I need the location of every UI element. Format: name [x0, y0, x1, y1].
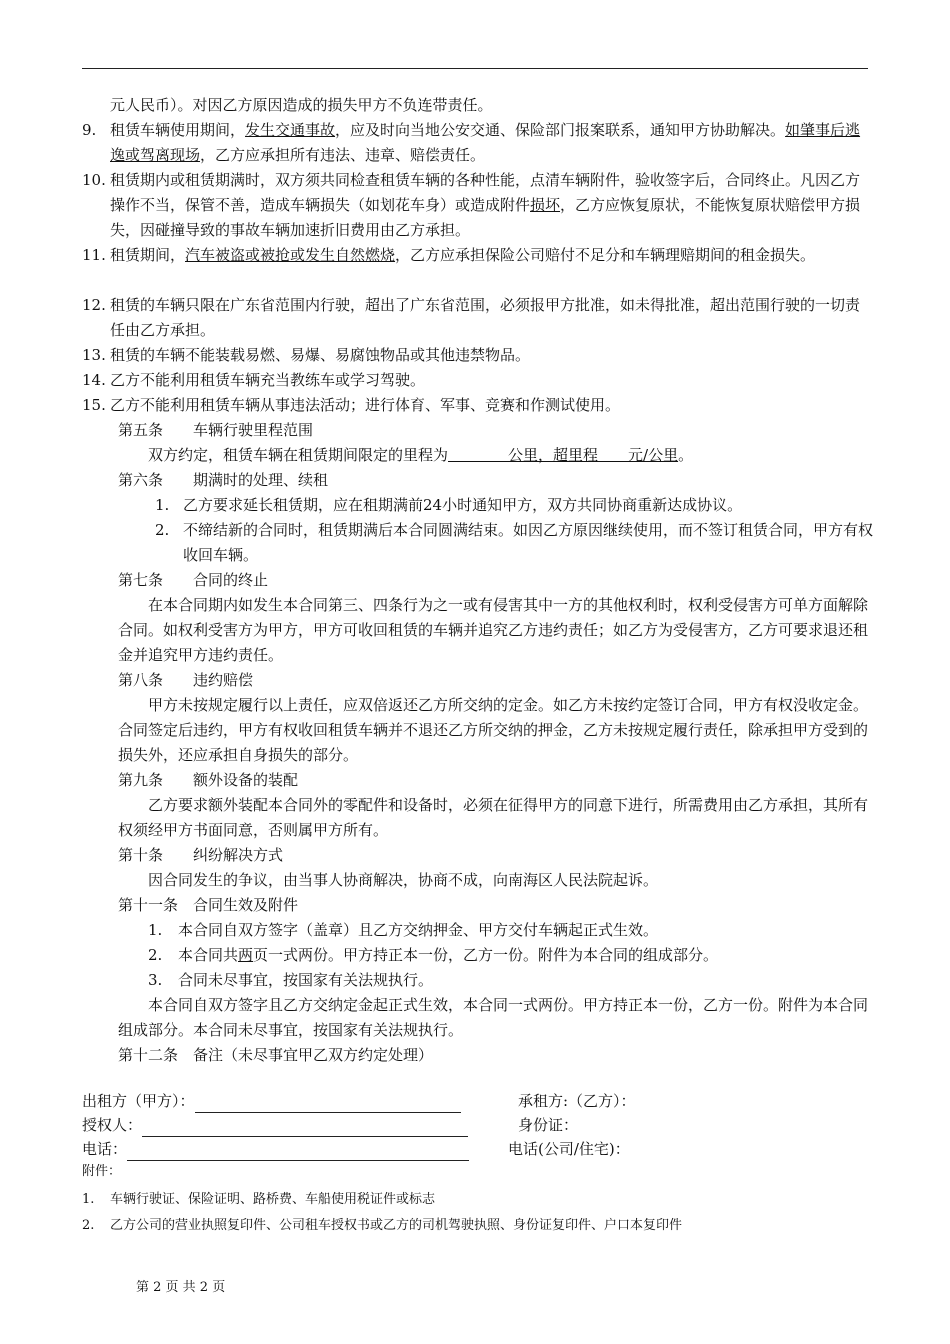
article-11-item-3: 合同未尽事宜，按国家有关法规执行。 [178, 971, 434, 989]
signature-line [142, 1120, 468, 1137]
list-number: 2. [148, 946, 163, 964]
continued-text: 元人民币）。对因乙方原因造成的损失甲方不负连带责任。 [110, 96, 493, 114]
attachments-label: 附件： [82, 1164, 122, 1179]
article-11-text: 本合同自双方签字且乙方交纳定金起正式生效，本合同一式两份。甲方持正本一份，乙方一份。附件为本合同组成部分。本合同未尽事宜，按国家有关法规执行。 [118, 996, 869, 1039]
item-number: 12. [82, 296, 106, 314]
article-11-item-2: 本合同共两页一式两份。甲方持正本一份，乙方一份。附件为本合同的组成部分。 [178, 946, 719, 964]
item-number: 14. [82, 371, 106, 389]
attachment-item: 乙方公司的营业执照复印件、公司租车授权书或乙方的司机驾驶执照、身份证复印件、户口本复印件 [110, 1218, 683, 1233]
phone-field: 电话： [82, 1138, 469, 1161]
list-number: 2. [155, 521, 170, 539]
clause-item-15: 乙方不能利用租赁车辆从事违法活动；进行体育、军事、竞赛和作测试使用。 [110, 396, 621, 414]
clause-item-14: 乙方不能利用租赁车辆充当教练车或学习驾驶。 [110, 371, 426, 389]
list-number: 1. [148, 921, 163, 939]
attachment-item: 车辆行驶证、保险证明、路桥费、车船使用税证件或标志 [110, 1192, 436, 1207]
article-9-title: 第九条 额外设备的装配 [118, 771, 299, 789]
agent-field: 授权人： [82, 1114, 468, 1137]
lessor-signature-field: 出租方（甲方）： [82, 1090, 461, 1113]
attachment-number: 2. [82, 1218, 95, 1233]
header-rule [82, 68, 868, 69]
clause-item-10: 租赁期内或租赁期满时，双方须共同检查租赁车辆的各种性能，点清车辆附件，验收签字后，合同终止。凡因乙方操作不当，保管不善，造成车辆损失（如划花车身）或造成附件损坏，乙方应恢复原状，不能恢复原状赔偿甲方损失，因碰撞导致的事故车辆加速折旧费用由乙方承担。 [110, 171, 861, 239]
clause-item-13: 租赁的车辆不能装载易燃、易爆、易腐蚀物品或其他违禁物品。 [110, 346, 531, 364]
item-number: 15. [82, 396, 106, 414]
item-number: 9. [82, 121, 97, 139]
lessee-label: 承租方:（乙方）： [518, 1092, 636, 1110]
article-10-text: 因合同发生的争议，由当事人协商解决，协商不成，向南海区人民法院起诉。 [148, 871, 659, 889]
article-9-text: 乙方要求额外装配本合同外的零配件和设备时，必须在征得甲方的同意下进行，所需费用由乙方承担，其所有权须经甲方书面同意，否则属甲方所有。 [118, 796, 869, 839]
article-6-item-2: 不缔结新的合同时，租赁期满后本合同圆满结束。如因乙方原因继续使用，而不签订租赁合同，甲方有权收回车辆。 [183, 521, 874, 564]
article-6-title: 第六条 期满时的处理、续租 [118, 471, 329, 489]
article-6-item-1: 乙方要求延长租赁期，应在租期满前24小时通知甲方，双方共同协商重新达成协议。 [183, 496, 743, 514]
signature-line [127, 1144, 469, 1161]
article-5-text: 双方约定，租赁车辆在租赁期间限定的里程为 公里，超里程 元/公里。 [148, 446, 694, 464]
clause-item-11: 租赁期间，汽车被盗或被抢或发生自然燃烧，乙方应承担保险公司赔付不足分和车辆理赔期间的租金损失。 [110, 246, 816, 264]
clause-item-9: 租赁车辆使用期间，发生交通事故，应及时向当地公安交通、保险部门报案联系，通知甲方协助解决。如肇事后逃逸或驾离现场，乙方应承担所有违法、违章、赔偿责任。 [110, 121, 861, 164]
article-8-title: 第八条 违约赔偿 [118, 671, 254, 689]
item-number: 10. [82, 171, 106, 189]
clause-item-12: 租赁的车辆只限在广东省范围内行驶，超出了广东省范围，必须报甲方批准，如未得批准，超出范围行驶的一切责任由乙方承担。 [110, 296, 861, 339]
article-7-title: 第七条 合同的终止 [118, 571, 269, 589]
item-number: 13. [82, 346, 106, 364]
article-5-title: 第五条 车辆行驶里程范围 [118, 421, 314, 439]
article-7-text: 在本合同期内如发生本合同第三、四条行为之一或有侵害其中一方的其他权利时，权利受侵害方可单方面解除合同。如权利受害方为甲方，甲方可收回租赁的车辆并追究乙方违约责任；如乙方为受侵害方，乙方可要求退还租金并追究甲方违约责任。 [118, 596, 869, 664]
article-10-title: 第十条 纠纷解决方式 [118, 846, 284, 864]
article-11-item-1: 本合同自双方签字（盖章）且乙方交纳押金、甲方交付车辆起正式生效。 [178, 921, 659, 939]
phone2-label: 电话(公司/住宅)： [508, 1140, 630, 1158]
idcard-label: 身份证： [518, 1116, 579, 1134]
article-12-title: 第十二条 备注（未尽事宜甲乙双方约定处理） [118, 1046, 434, 1064]
article-11-title: 第十一条 合同生效及附件 [118, 896, 299, 914]
attachment-number: 1. [82, 1192, 95, 1207]
list-number: 1. [155, 496, 170, 514]
page-number: 第 2 页 共 2 页 [136, 1280, 226, 1295]
article-8-text: 甲方未按规定履行以上责任，应双倍返还乙方所交纳的定金。如乙方未按约定签订合同，甲方有权没收定金。合同签定后违约，甲方有权收回租赁车辆并不退还乙方所交纳的押金，乙方未按规定履行责任，除承担甲方受到的损失外，还应承担自身损失的部分。 [118, 696, 869, 764]
item-number: 11. [82, 246, 106, 264]
signature-line [195, 1096, 461, 1113]
list-number: 3. [148, 971, 163, 989]
